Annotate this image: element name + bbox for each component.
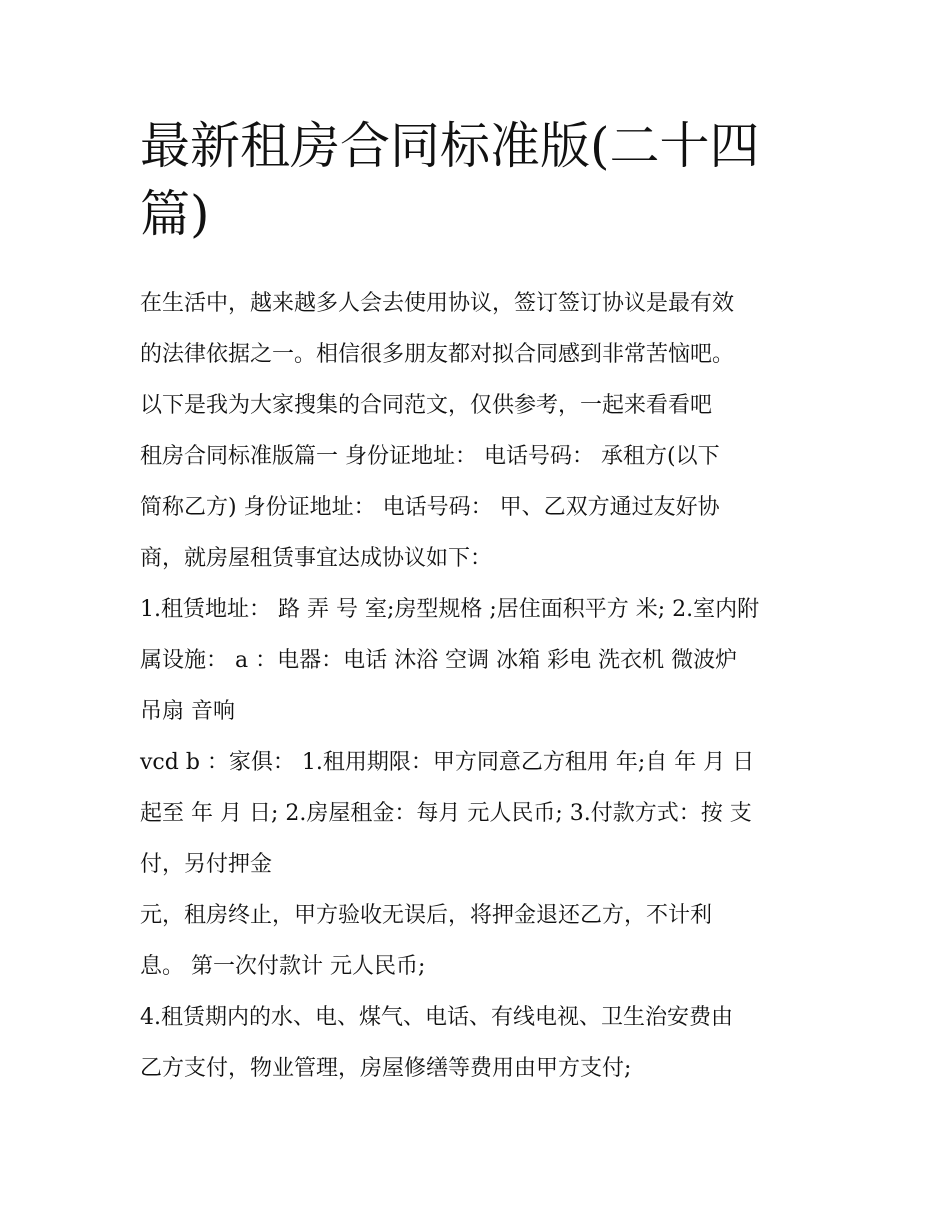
title-line: 最新租房合同标准版(二十四 (140, 117, 760, 175)
clause-paragraph (140, 737, 820, 890)
text-line: 吊扇 音响 (140, 699, 235, 724)
text-line: 属设施： a ：电器：电话 沐浴 空调 冰箱 彩电 洗衣机 微波炉 (140, 648, 738, 673)
clause-paragraph (140, 992, 820, 1094)
clause-paragraph (140, 890, 820, 992)
text-line: 在生活中，越来越多人会去使用协议，签订签订协议是最有效 (140, 291, 735, 316)
clause-paragraph (140, 584, 820, 737)
text-line: vcd b ：家俱： 1.租用期限：甲方同意乙方租用 年;自 年 月 日 (140, 750, 755, 775)
text-line: 1.租赁地址： 路 弄 号 室;房型规格 ;居住面积平方 米; 2.室内附 (140, 597, 760, 622)
text-line: 息。 第一次付款计 元人民币; (140, 954, 426, 979)
text-line: 4.租赁期内的水、电、煤气、电话、有线电视、卫生治安费由 (140, 1005, 733, 1030)
document-page (140, 112, 820, 1094)
document-title (140, 112, 820, 248)
text-line: 起至 年 月 日; 2.房屋租金：每月 元人民币; 3.付款方式：按 支 (140, 801, 752, 826)
text-line: 乙方支付，物业管理，房屋修缮等费用由甲方支付; (140, 1056, 632, 1081)
document-body (140, 278, 820, 1094)
intro-paragraph (140, 278, 820, 584)
text-line: 简称乙方) 身份证地址： 电话号码： 甲、乙双方通过友好协 (140, 495, 720, 520)
title-line: 篇) (140, 185, 210, 243)
text-line: 以下是我为大家搜集的合同范文，仅供参考，一起来看看吧 (140, 393, 713, 418)
text-line: 商，就房屋租赁事宜达成协议如下： (140, 546, 493, 571)
text-line: 的法律依据之一。相信很多朋友都对拟合同感到非常苦恼吧。 (140, 342, 735, 367)
text-line: 租房合同标准版篇一 身份证地址： 电话号码： 承租方(以下 (140, 444, 720, 469)
text-line: 元，租房终止，甲方验收无误后，将押金退还乙方，不计利 (140, 903, 713, 928)
text-line: 付，另付押金 (140, 852, 273, 877)
